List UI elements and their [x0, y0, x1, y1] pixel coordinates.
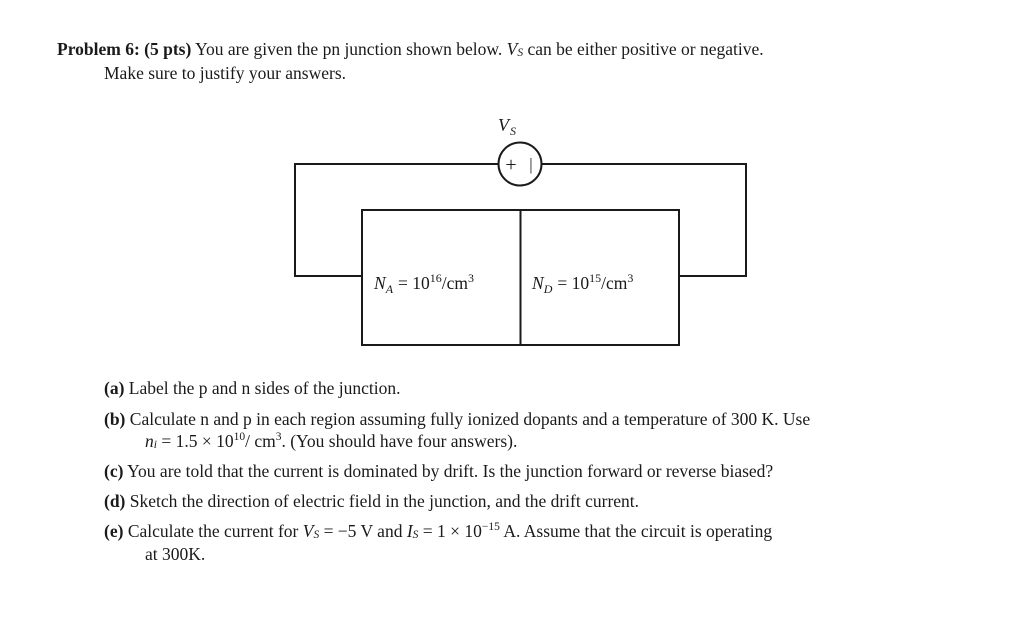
question-e-line1 [104, 520, 772, 542]
acceptor-concentration-label: $N_A = 10^{16}/cm^3$ [374, 271, 475, 296]
question-d [104, 490, 639, 512]
question-e-text-pre: Calculate the current for [127, 521, 299, 541]
question-e-text-post: A. Assume that the circuit is operating [503, 521, 773, 541]
is-var-subscript: S [412, 529, 419, 541]
right-wire [541, 164, 746, 276]
question-b-line1 [104, 408, 810, 430]
question-d-text: Sketch the direction of electric field in the junction, and the drift current. [129, 491, 640, 511]
ni-value: = 1.5 × 10 [161, 431, 234, 451]
problem-intro-b: can be either positive or negative. [527, 39, 764, 59]
vs-symbol: V [506, 39, 518, 59]
is-var: I [406, 521, 413, 541]
question-a-text: Label the p and n sides of the junction. [128, 378, 401, 398]
question-c-label: (c) [104, 461, 124, 481]
ni-unit-exponent: 3 [275, 431, 282, 443]
vs-value: = −5 V and [323, 521, 403, 541]
problem-intro-a: You are given the pn junction shown below. [195, 39, 503, 59]
problem-intro-line2-text: Make sure to justify your answers. [104, 63, 347, 83]
ni-unit: / cm [245, 431, 276, 451]
source-label: $V_S$ [498, 115, 516, 138]
vs-var: V [302, 521, 314, 541]
question-a [104, 377, 400, 399]
donor-concentration-label: $N_D = 10^{15}/cm^3$ [532, 271, 634, 296]
plus-sign: + [505, 154, 517, 176]
minus-sign: | [529, 155, 533, 174]
is-exponent: −15 [481, 521, 500, 533]
ni-subscript: i [153, 439, 157, 451]
question-b-text-line2: . (You should have four answers). [281, 431, 518, 451]
is-value: = 1 × 10 [422, 521, 482, 541]
ni-symbol: n [145, 431, 154, 451]
ni-exponent: 10 [233, 431, 246, 443]
question-b-line2 [145, 430, 517, 452]
question-e-label: (e) [104, 521, 124, 541]
question-e-line2 [145, 543, 205, 565]
question-c-text: You are told that the current is dominated by drift. Is the junction forward or reverse biased? [127, 461, 774, 481]
problem-points: (5 pts) [144, 39, 192, 59]
question-b-label: (b) [104, 409, 126, 429]
question-a-label: (a) [104, 378, 125, 398]
question-b-text-line1: Calculate n and p in each region assuming fully ionized dopants and a temperature of 300 K. Use [129, 409, 811, 429]
problem-label: Problem 6: [57, 39, 140, 59]
question-d-label: (d) [104, 491, 126, 511]
vs-subscript: S [517, 47, 524, 59]
left-wire [295, 164, 498, 276]
question-e-text-line2: at 300K. [145, 544, 206, 564]
question-c [104, 460, 773, 482]
vs-var-subscript: S [313, 529, 320, 541]
